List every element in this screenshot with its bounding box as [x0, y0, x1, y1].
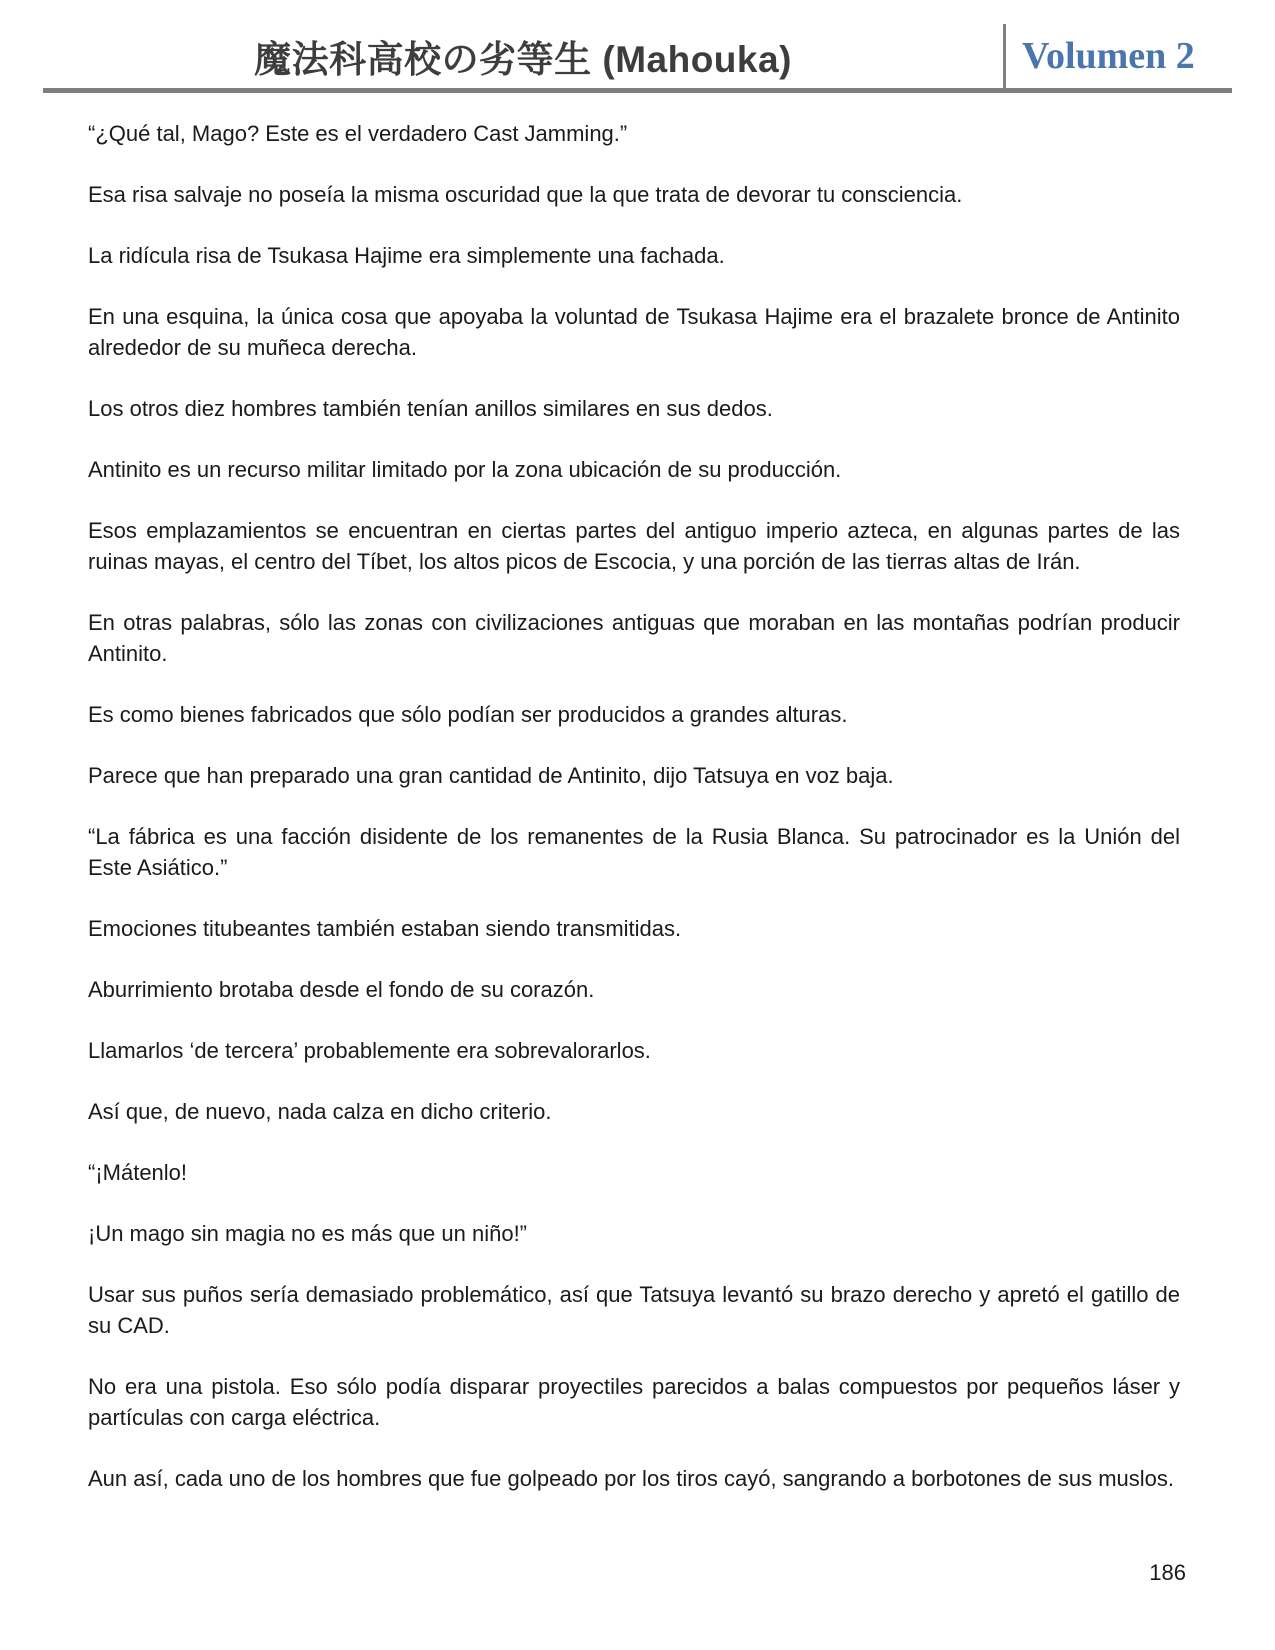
paragraph: Llamarlos ‘de tercera’ probablemente era sobrevalorarlos. — [88, 1038, 651, 1063]
paragraph: “¿Qué tal, Mago? Este es el verdadero Cast Jamming.” — [88, 121, 628, 146]
header-divider — [43, 88, 1232, 93]
paragraph: En una esquina, la única cosa que apoyaba la voluntad de Tsukasa Hajime era el brazalete bronce de Antinito alrededor de su muñeca derecha. — [88, 304, 1180, 360]
paragraph: Aburrimiento brotaba desde el fondo de su corazón. — [88, 977, 595, 1002]
paragraph: Los otros diez hombres también tenían anillos similares en sus dedos. — [88, 396, 773, 421]
paragraph: La ridícula risa de Tsukasa Hajime era simplemente una fachada. — [88, 243, 725, 268]
volume-label: Volumen 2 — [1022, 35, 1195, 77]
header-title-area — [43, 24, 1003, 88]
paragraph: Es como bienes fabricados que sólo podían ser producidos a grandes alturas. — [88, 702, 848, 727]
paragraph: Antinito es un recurso militar limitado por la zona ubicación de su producción. — [88, 457, 842, 482]
page-body — [88, 118, 1180, 1524]
paragraph: Esos emplazamientos se encuentran en ciertas partes del antiguo imperio azteca, en algunas partes de las ruinas mayas, el centro del Tíbet, los altos picos de Escocia, y una porción de las tierras altas de Irán. — [88, 518, 1180, 574]
paragraph: Esa risa salvaje no poseía la misma oscuridad que la que trata de devorar tu consciencia. — [88, 182, 963, 207]
paragraph: Así que, de nuevo, nada calza en dicho criterio. — [88, 1099, 552, 1124]
document-title: 魔法科高校の劣等生 (Mahouka) — [254, 39, 792, 80]
paragraph: ¡Un mago sin magia no es más que un niño!” — [88, 1221, 528, 1246]
paragraph: Emociones titubeantes también estaban siendo transmitidas. — [88, 916, 682, 941]
paragraph: Usar sus puños sería demasiado problemático, así que Tatsuya levantó su brazo derecho y apretó el gatillo de su CAD. — [88, 1282, 1180, 1338]
paragraph: No era una pistola. Eso sólo podía disparar proyectiles parecidos a balas compuestos por pequeños láser y partículas con carga eléctrica. — [88, 1374, 1180, 1430]
paragraph: Parece que han preparado una gran cantidad de Antinito, dijo Tatsuya en voz baja. — [88, 763, 894, 788]
paragraph: “¡Mátenlo! — [88, 1160, 188, 1185]
paragraph: “La fábrica es una facción disidente de los remanentes de la Rusia Blanca. Su patrocinador es la Unión del Este Asiático.” — [88, 824, 1180, 880]
paragraph: En otras palabras, sólo las zonas con civilizaciones antiguas que moraban en las montañas podrían producir Antinito. — [88, 610, 1180, 666]
paragraph: Aun así, cada uno de los hombres que fue golpeado por los tiros cayó, sangrando a borbotones de sus muslos. — [88, 1466, 1175, 1491]
page-number: 186 — [1149, 1560, 1186, 1585]
header-volume-area — [1003, 24, 1232, 88]
page-header — [43, 24, 1232, 88]
